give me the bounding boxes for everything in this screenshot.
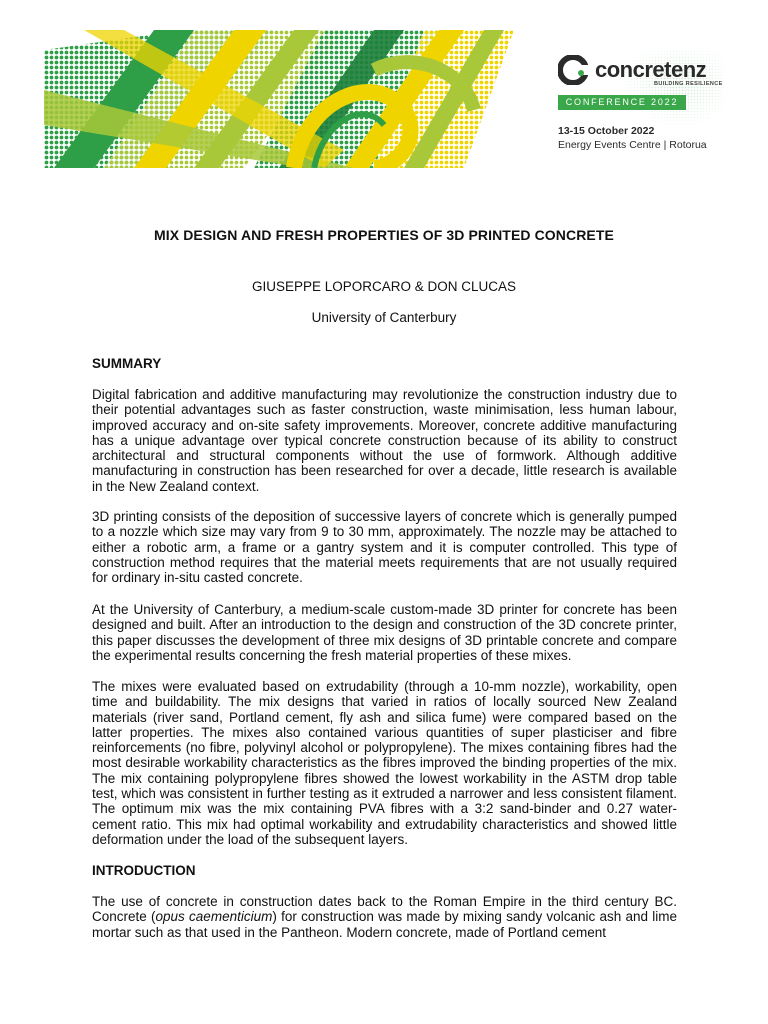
conference-badge: CONFERENCE 2022 <box>558 95 686 110</box>
latin-term: opus caementicium <box>155 909 273 925</box>
summary-paragraph: At the University of Canterbury, a medium-scale custom-made 3D printer for concrete has been designed and built. After an introduction to the design and construction of the 3D concrete printer, this paper discusses the development of three mix designs of 3D printable concrete and compare the experimental results concerning the fresh material properties of these mixes. <box>92 602 677 663</box>
summary-paragraph: 3D printing consists of the deposition of successive layers of concrete which is generally pumped to a nozzle which size may vary from 9 to 30 mm, approximately. The nozzle may be attached to either a robotic arm, a frame or a gantry system and it is computer controlled. This type of construction method requires that the material meets requirements that are not usually required for ordinary in-situ casted concrete. <box>92 509 677 586</box>
logo-wordmark: concretenz <box>595 57 707 82</box>
concretenz-logo-icon <box>558 55 588 85</box>
conference-banner <box>0 0 768 175</box>
introduction-heading: INTRODUCTION <box>92 863 196 878</box>
summary-paragraph: Digital fabrication and additive manufacturing may revolutionize the construction industry due to their potential advantages such as faster construction, waste minimisation, less human labour, improved accuracy and on-site safety improvements. Moreover, concrete additive manufacturing has a unique advantage over typical concrete construction because of its ability to construct architectural and structural components without the use of formwork. Although additive manufacturing in construction has been researched for over a decade, little research is available in the New Zealand context. <box>92 387 677 494</box>
event-date: 13-15 October 2022 <box>558 125 655 137</box>
paper-title: MIX DESIGN AND FRESH PROPERTIES OF 3D PRINTED CONCRETE <box>154 227 614 243</box>
summary-paragraph: The mixes were evaluated based on extrudability (through a 10-mm nozzle), workability, open time and buildability. The mix designs that varied in ratios of locally sourced New Zealand materials (river sand, Portland cement, fly ash and silica fume) were compared based on the latter properties. The mixes also contained various quantities of super plasticiser and fibre reinforcements (no fibre, polyvinyl alcohol or polypropylene). The mixes containing fibres had the most desirable workability characteristics as the fibres improved the binding properties of the mix. The mix containing polypropylene fibres showed the lowest workability in the ASTM drop table test, which was consistent in further testing as it extruded a narrower and less consistent filament. The optimum mix was the mix containing PVA fibres with a 3:2 sand-binder and 0.27 water-cement ratio. This mix had optimal workability and extrudability characteristics and showed little deformation under the load of the subsequent layers. <box>92 679 677 847</box>
paper-affiliation: University of Canterbury <box>311 310 457 325</box>
event-venue: Energy Events Centre | Rotorua <box>558 139 707 151</box>
banner-artwork <box>44 30 556 168</box>
concretenz-logo-block <box>556 50 756 160</box>
logo-tagline: BUILDING RESILIENCE <box>654 81 723 87</box>
paper-authors: GIUSEPPE LOPORCARO & DON CLUCAS <box>251 279 517 294</box>
introduction-paragraph: The use of concrete in construction dates back to the Roman Empire in the third century BC. Concrete (opus caementicium) for construction was made by mixing sandy volcanic ash and lime mortar such as that used in the Pantheon. Modern concrete, made of Portland cement <box>92 894 677 940</box>
summary-heading: SUMMARY <box>92 356 162 371</box>
